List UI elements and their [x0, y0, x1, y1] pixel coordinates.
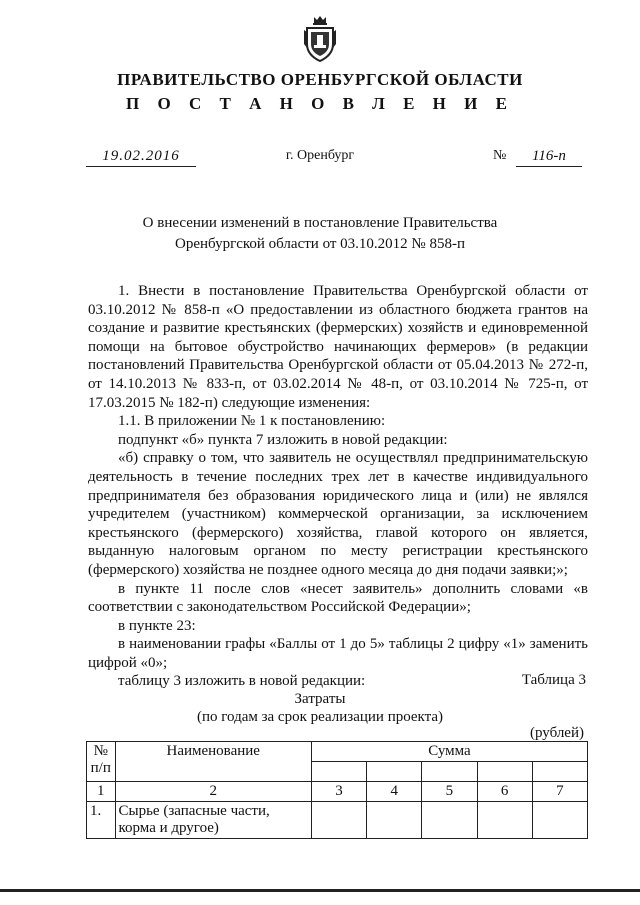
- document-date: 19.02.2016: [86, 148, 196, 167]
- document-number-label: №: [493, 148, 507, 163]
- paragraph-7: в наименовании графы «Баллы от 1 до 5» таблицы 2 цифру «1» заменить цифрой «0»;: [88, 636, 588, 671]
- document-body: [88, 282, 588, 691]
- table-unit: (рублей): [529, 725, 584, 741]
- row-value-cell: [532, 802, 587, 839]
- row-name: Сырье (запасные части, корма и другое): [115, 802, 311, 839]
- index-cell: 5: [422, 782, 477, 802]
- paragraph-2: 1.1. В приложении № 1 к постановлению:: [118, 413, 386, 430]
- paragraph-6: в пункте 23:: [118, 617, 196, 634]
- subject-line-2: Оренбургской области от 03.10.2012 № 858-п: [174, 236, 466, 252]
- coat-of-arms-icon: [300, 14, 340, 64]
- subheader-cell: [367, 762, 422, 782]
- row-value-cell: [477, 802, 532, 839]
- document-type: П О С Т А Н О В Л Е Н И Е: [126, 94, 514, 113]
- table-header-row: [87, 742, 588, 762]
- index-cell: 3: [311, 782, 366, 802]
- row-value-cell: [422, 802, 477, 839]
- paragraph-3: подпункт «б» пункта 7 изложить в новой редакции:: [118, 431, 448, 448]
- row-value-cell: [367, 802, 422, 839]
- paragraph-5: в пункте 11 после слов «несет заявитель» дополнить словами «в соответствии с законодательством Российской Федерации»;: [88, 580, 588, 616]
- table-row: [87, 802, 588, 839]
- subheader-cell: [532, 762, 587, 782]
- document-subject: [0, 213, 640, 255]
- subheader-cell: [422, 762, 477, 782]
- header-name: Наименование: [115, 742, 311, 782]
- row-number: 1.: [87, 802, 116, 839]
- row-value-cell: [311, 802, 366, 839]
- subheader-cell: [477, 762, 532, 782]
- index-cell: 1: [87, 782, 116, 802]
- index-cell: 4: [367, 782, 422, 802]
- header-sum: Сумма: [311, 742, 587, 762]
- table-title-block: [0, 690, 640, 726]
- paragraph-4: «б) справку о том, что заявитель не осуществлял предпринимательскую деятельность в течение последних трех лет в качестве индивидуального предпринимателя без образования юридического лица и (или) не являлся учредителем (участником) коммерческой организации, за исключением крестьянского (фермерского) хозяйства, главой которого он является, выданную налоговым органом по месту регистрации крестьянского (фермерского) хозяйства не позднее одного месяца до дня подачи заявки;»;: [88, 450, 588, 578]
- table-title: Затраты: [294, 691, 346, 707]
- paragraph-8: таблицу 3 изложить в новой редакции:: [118, 673, 366, 690]
- costs-table: [86, 741, 588, 839]
- index-cell: 2: [115, 782, 311, 802]
- subject-line-1: О внесении изменений в постановление Правительства: [142, 215, 498, 231]
- paragraph-1: 1. Внести в постановление Правительства Оренбургской области от 03.10.2012 № 858-п «О предоставлении из областного бюджета грантов на создание и развитие крестьянских (фермерских) хозяйств и единовременной помощи на бытовое обустройство начинающих фермеров» (в редакции постановлений Правительства Оренбургской области от 05.04.2013 № 272-п, от 14.10.2013 № 833-п, от 03.02.2014 № 48-п, от 03.10.2014 № 725-п, от 17.03.2015 № 182-п) следующие изменения:: [88, 283, 588, 411]
- table-number: Таблица 3: [521, 672, 586, 688]
- table-subtitle: (по годам за срок реализации проекта): [196, 709, 444, 725]
- document-number: 116-п: [516, 148, 582, 167]
- index-cell: 7: [532, 782, 587, 802]
- bottom-divider: [0, 889, 640, 892]
- government-title: ПРАВИТЕЛЬСТВО ОРЕНБУРГСКОЙ ОБЛАСТИ: [117, 70, 523, 89]
- document-city: г. Оренбург: [285, 148, 355, 163]
- subheader-cell: [311, 762, 366, 782]
- header-number: № п/п: [87, 742, 116, 782]
- index-cell: 6: [477, 782, 532, 802]
- table-index-row: [87, 782, 588, 802]
